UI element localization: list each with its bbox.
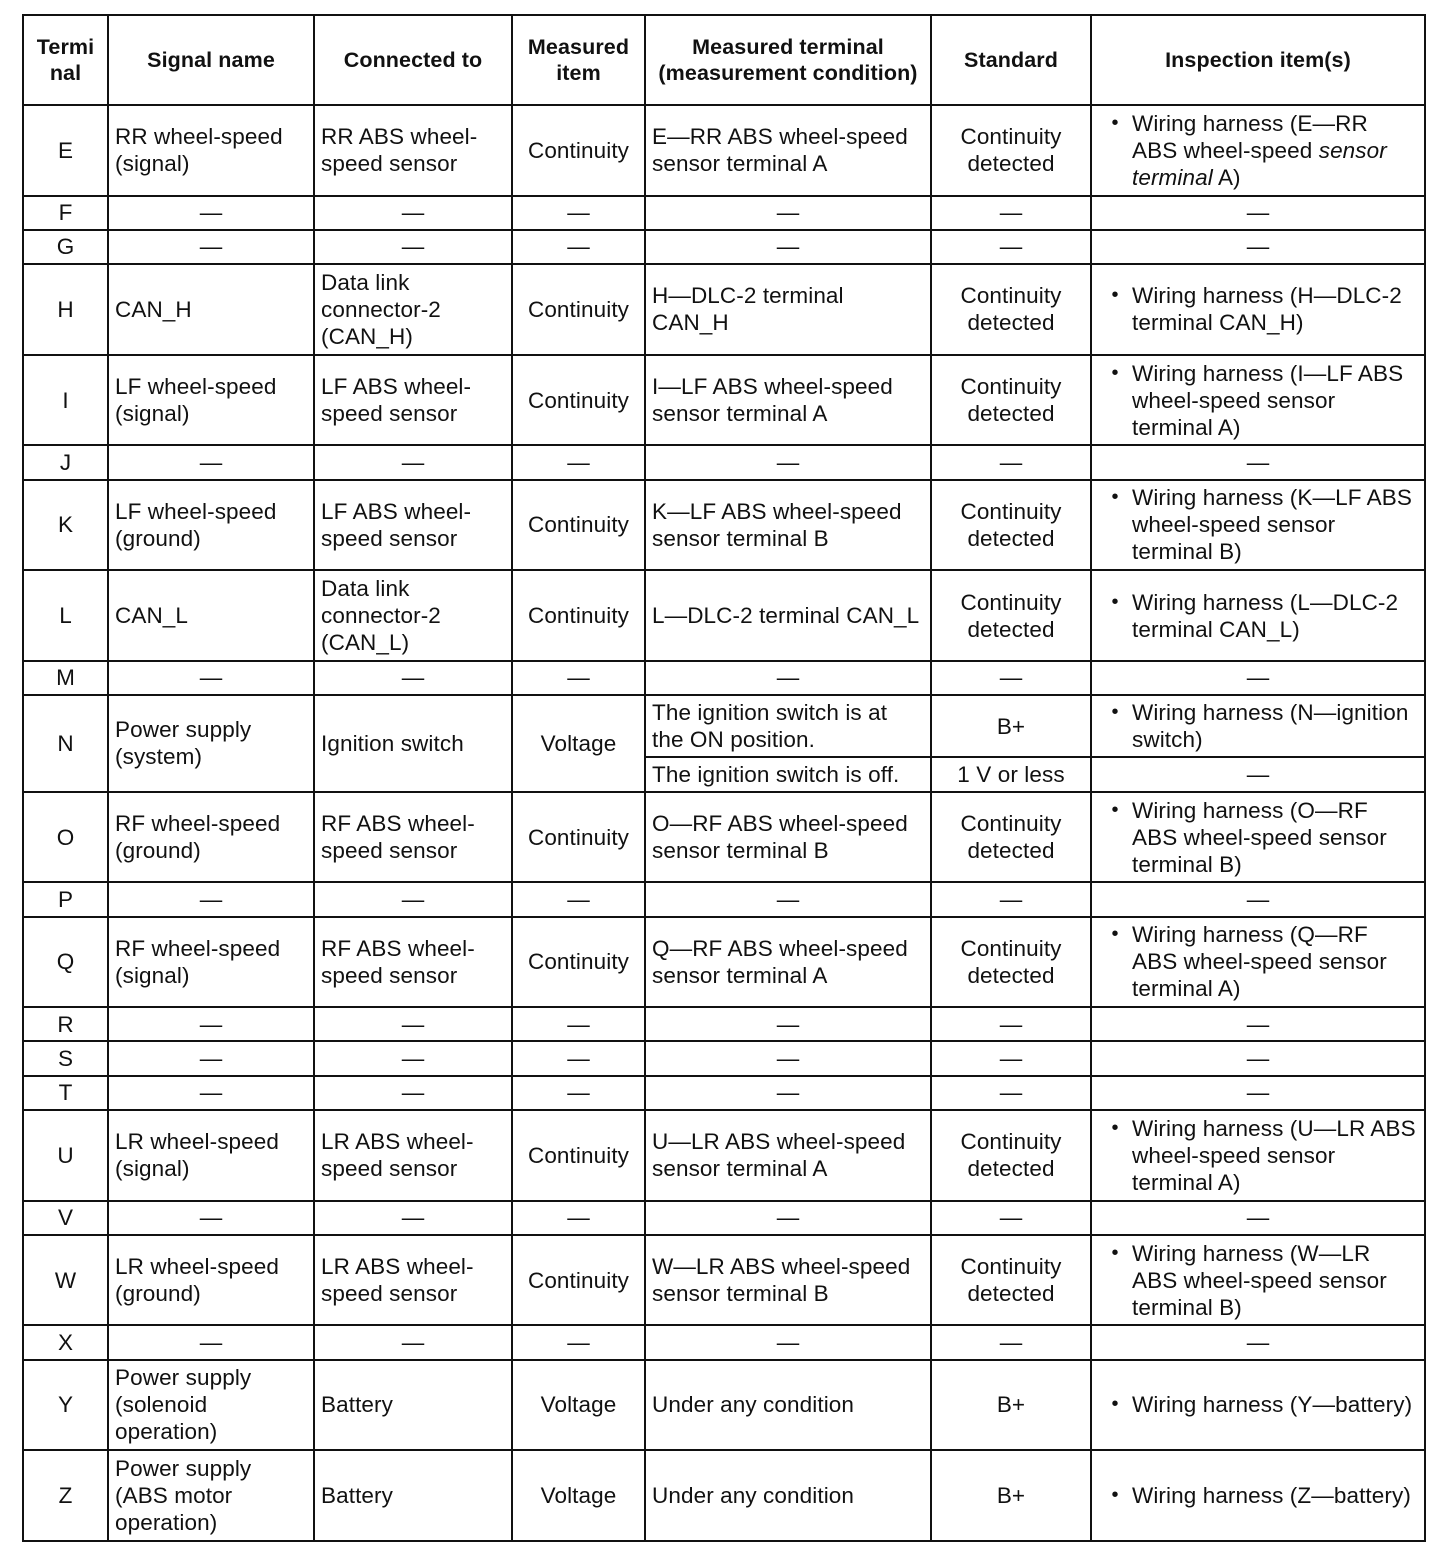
col-header-measured-terminal: Measured terminal (measurement condition)	[645, 15, 931, 105]
header-row	[23, 15, 1425, 105]
signal-name-cell: LF wheel-speed (ground)	[108, 480, 314, 571]
signal-name-cell: RF wheel-speed (ground)	[108, 792, 314, 883]
inspection-text: Wiring harness (K—LF ABS wheel-speed sensor terminal B)	[1132, 485, 1412, 565]
standard-cell: B+	[931, 1450, 1091, 1541]
dash-cell: —	[931, 1007, 1091, 1041]
standard-cell: Continuity detected	[931, 1235, 1091, 1326]
dash-cell: —	[645, 445, 931, 479]
table-row	[23, 882, 1425, 916]
dash-cell: —	[931, 1325, 1091, 1359]
inspection-cell	[1091, 105, 1425, 196]
dash-cell: —	[931, 230, 1091, 264]
bullet: •	[1111, 284, 1119, 307]
measured-item-cell: Voltage	[512, 1450, 645, 1541]
table-row	[23, 661, 1425, 695]
signal-name-cell: LR wheel-speed (ground)	[108, 1235, 314, 1326]
measured-terminal-cell: I—LF ABS wheel-speed sensor terminal A	[645, 355, 931, 446]
dash-cell: —	[1091, 1201, 1425, 1235]
measured-terminal-cell: E—RR ABS wheel-speed sensor terminal A	[645, 105, 931, 196]
dash-cell: —	[645, 1041, 931, 1075]
inspection-cell	[1091, 570, 1425, 661]
measured-item-cell: Continuity	[512, 570, 645, 661]
dash-cell: —	[931, 882, 1091, 916]
dash-cell: —	[512, 882, 645, 916]
terminal-cell: I	[23, 355, 108, 446]
table-row	[23, 570, 1425, 661]
dash-cell: —	[314, 196, 512, 230]
dash-cell: —	[645, 230, 931, 264]
measured-terminal-cell: The ignition switch is off.	[645, 757, 931, 791]
dash-cell: —	[645, 1325, 931, 1359]
table-row	[23, 445, 1425, 479]
table-row	[23, 1325, 1425, 1359]
table-row	[23, 1201, 1425, 1235]
terminal-cell: M	[23, 661, 108, 695]
terminal-cell: N	[23, 695, 108, 792]
terminal-inspection-table	[22, 14, 1426, 1542]
table-row	[23, 230, 1425, 264]
inspection-text: Wiring harness (N—ignition switch)	[1132, 700, 1409, 753]
bullet: •	[1111, 701, 1119, 724]
dash-cell: —	[1091, 757, 1425, 791]
inspection-text: Wiring harness (U—LR ABS wheel-speed sensor terminal A)	[1132, 1115, 1416, 1195]
terminal-cell: E	[23, 105, 108, 196]
terminal-cell: W	[23, 1235, 108, 1326]
dash-cell: —	[314, 1041, 512, 1075]
table-row	[23, 792, 1425, 883]
inspection-cell	[1091, 1360, 1425, 1451]
measured-terminal-cell: L—DLC-2 terminal CAN_L	[645, 570, 931, 661]
inspection-cell	[1091, 1450, 1425, 1541]
bullet: •	[1111, 1241, 1119, 1264]
standard-cell: Continuity detected	[931, 355, 1091, 446]
dash-cell: —	[108, 661, 314, 695]
connected-to-cell: Battery	[314, 1360, 512, 1451]
table-row	[23, 1235, 1425, 1326]
connected-to-cell: Battery	[314, 1450, 512, 1541]
dash-cell: —	[1091, 1076, 1425, 1110]
terminal-cell: Y	[23, 1360, 108, 1451]
inspection-cell	[1091, 264, 1425, 355]
standard-cell: Continuity detected	[931, 792, 1091, 883]
bullet: •	[1111, 1484, 1119, 1507]
inspection-cell	[1091, 480, 1425, 571]
standard-cell: Continuity detected	[931, 105, 1091, 196]
dash-cell: —	[108, 1325, 314, 1359]
standard-cell: Continuity detected	[931, 264, 1091, 355]
table-row	[23, 196, 1425, 230]
col-header-connected-to: Connected to	[314, 15, 512, 105]
bullet: •	[1111, 923, 1119, 946]
connected-to-cell: RF ABS wheel-speed sensor	[314, 917, 512, 1008]
standard-cell: B+	[931, 695, 1091, 757]
connected-to-cell: RR ABS wheel-speed sensor	[314, 105, 512, 196]
col-header-inspection-items: Inspection item(s)	[1091, 15, 1425, 105]
measured-terminal-cell: O—RF ABS wheel-speed sensor terminal B	[645, 792, 931, 883]
bullet: •	[1111, 111, 1119, 134]
dash-cell: —	[108, 230, 314, 264]
inspection-text: Wiring harness (Y—battery)	[1132, 1392, 1413, 1418]
connected-to-cell: LR ABS wheel-speed sensor	[314, 1110, 512, 1201]
dash-cell: —	[931, 661, 1091, 695]
table-row	[23, 1076, 1425, 1110]
dash-cell: —	[931, 1041, 1091, 1075]
measured-item-cell: Continuity	[512, 1110, 645, 1201]
dash-cell: —	[931, 445, 1091, 479]
inspection-text: Wiring harness (I—LF ABS wheel-speed sensor terminal A)	[1132, 360, 1404, 440]
measured-item-cell: Continuity	[512, 792, 645, 883]
dash-cell: —	[645, 1201, 931, 1235]
standard-cell: 1 V or less	[931, 757, 1091, 791]
measured-item-cell: Continuity	[512, 1235, 645, 1326]
inspection-text: Wiring harness (L—DLC-2 terminal CAN_L)	[1132, 589, 1399, 642]
dash-cell: —	[512, 1325, 645, 1359]
dash-cell: —	[314, 1325, 512, 1359]
connected-to-cell: RF ABS wheel-speed sensor	[314, 792, 512, 883]
table-row	[23, 1450, 1425, 1541]
measured-item-cell: Continuity	[512, 480, 645, 571]
dash-cell: —	[108, 196, 314, 230]
signal-name-cell: LF wheel-speed (signal)	[108, 355, 314, 446]
measured-terminal-cell: K—LF ABS wheel-speed sensor terminal B	[645, 480, 931, 571]
terminal-cell: K	[23, 480, 108, 571]
standard-cell: Continuity detected	[931, 570, 1091, 661]
dash-cell: —	[512, 230, 645, 264]
standard-cell: Continuity detected	[931, 1110, 1091, 1201]
measured-terminal-cell: The ignition switch is at the ON position.	[645, 695, 931, 757]
bullet: •	[1111, 1393, 1119, 1416]
inspection-cell	[1091, 1235, 1425, 1326]
terminal-cell: J	[23, 445, 108, 479]
inspection-text: Wiring harness (Z—battery)	[1132, 1483, 1411, 1509]
connected-to-cell: Ignition switch	[314, 695, 512, 792]
measured-terminal-cell: H—DLC-2 terminal CAN_H	[645, 264, 931, 355]
dash-cell: —	[1091, 1041, 1425, 1075]
measured-item-cell: Voltage	[512, 1360, 645, 1451]
terminal-cell: V	[23, 1201, 108, 1235]
signal-name-cell: Power supply (solenoid operation)	[108, 1360, 314, 1451]
terminal-cell: L	[23, 570, 108, 661]
table-row	[23, 264, 1425, 355]
bullet: •	[1111, 590, 1119, 613]
dash-cell: —	[108, 1076, 314, 1110]
dash-cell: —	[645, 196, 931, 230]
dash-cell: —	[314, 1076, 512, 1110]
col-header-measured-item: Measured item	[512, 15, 645, 105]
terminal-cell: F	[23, 196, 108, 230]
dash-cell: —	[931, 1076, 1091, 1110]
standard-cell: Continuity detected	[931, 480, 1091, 571]
standard-cell: B+	[931, 1360, 1091, 1451]
table-row	[23, 1007, 1425, 1041]
terminal-cell: P	[23, 882, 108, 916]
connected-to-cell: LR ABS wheel-speed sensor	[314, 1235, 512, 1326]
inspection-cell	[1091, 792, 1425, 883]
signal-name-cell: Power supply (system)	[108, 695, 314, 792]
connected-to-cell: Data link connector-2 (CAN_H)	[314, 264, 512, 355]
dash-cell: —	[1091, 882, 1425, 916]
dash-cell: —	[314, 1201, 512, 1235]
dash-cell: —	[512, 445, 645, 479]
dash-cell: —	[1091, 230, 1425, 264]
table-row	[23, 917, 1425, 1008]
bullet: •	[1111, 1116, 1119, 1139]
signal-name-cell: LR wheel-speed (signal)	[108, 1110, 314, 1201]
bullet: •	[1111, 361, 1119, 384]
measured-terminal-cell: Under any condition	[645, 1450, 931, 1541]
dash-cell: —	[931, 196, 1091, 230]
inspection-cell	[1091, 355, 1425, 446]
inspection-text-end: A)	[1217, 164, 1241, 190]
dash-cell: —	[1091, 1325, 1425, 1359]
inspection-text: Wiring harness (E—RR ABS wheel-speed	[1132, 110, 1368, 163]
terminal-cell: G	[23, 230, 108, 264]
dash-cell: —	[314, 230, 512, 264]
inspection-cell	[1091, 695, 1425, 757]
measured-item-cell: Voltage	[512, 695, 645, 792]
table-row	[23, 105, 1425, 196]
dash-cell: —	[645, 661, 931, 695]
table-row	[23, 1110, 1425, 1201]
table-row	[23, 1041, 1425, 1075]
measured-terminal-cell: W—LR ABS wheel-speed sensor terminal B	[645, 1235, 931, 1326]
dash-cell: —	[512, 1076, 645, 1110]
measured-item-cell: Continuity	[512, 264, 645, 355]
dash-cell: —	[512, 1041, 645, 1075]
dash-cell: —	[314, 661, 512, 695]
terminal-cell: S	[23, 1041, 108, 1075]
table-row	[23, 355, 1425, 446]
dash-cell: —	[108, 1007, 314, 1041]
terminal-cell: U	[23, 1110, 108, 1201]
dash-cell: —	[314, 445, 512, 479]
terminal-cell: T	[23, 1076, 108, 1110]
dash-cell: —	[314, 882, 512, 916]
dash-cell: —	[645, 1076, 931, 1110]
dash-cell: —	[512, 661, 645, 695]
table-row	[23, 1360, 1425, 1451]
dash-cell: —	[1091, 661, 1425, 695]
measured-terminal-cell: Under any condition	[645, 1360, 931, 1451]
col-header-terminal: Termi nal	[23, 15, 108, 105]
bullet: •	[1111, 486, 1119, 509]
terminal-cell: X	[23, 1325, 108, 1359]
inspection-text-italic: sensor terminal	[1132, 137, 1387, 190]
dash-cell: —	[512, 196, 645, 230]
measured-item-cell: Continuity	[512, 917, 645, 1008]
standard-cell: Continuity detected	[931, 917, 1091, 1008]
measured-terminal-cell: Q—RF ABS wheel-speed sensor terminal A	[645, 917, 931, 1008]
measured-terminal-cell: U—LR ABS wheel-speed sensor terminal A	[645, 1110, 931, 1201]
dash-cell: —	[512, 1007, 645, 1041]
inspection-text: Wiring harness (O—RF ABS wheel-speed sensor terminal B)	[1132, 797, 1387, 877]
terminal-cell: R	[23, 1007, 108, 1041]
terminal-cell: H	[23, 264, 108, 355]
dash-cell: —	[108, 1041, 314, 1075]
col-header-standard: Standard	[931, 15, 1091, 105]
dash-cell: —	[108, 882, 314, 916]
dash-cell: —	[645, 1007, 931, 1041]
bullet: •	[1111, 798, 1119, 821]
col-header-signal-name: Signal name	[108, 15, 314, 105]
inspection-cell	[1091, 917, 1425, 1008]
signal-name-cell: RF wheel-speed (signal)	[108, 917, 314, 1008]
inspection-text: Wiring harness (H—DLC-2 terminal CAN_H)	[1132, 283, 1402, 336]
dash-cell: —	[645, 882, 931, 916]
inspection-text: Wiring harness (Q—RF ABS wheel-speed sensor terminal A)	[1132, 922, 1387, 1002]
terminal-cell: O	[23, 792, 108, 883]
signal-name-cell: CAN_H	[108, 264, 314, 355]
signal-name-cell: CAN_L	[108, 570, 314, 661]
connected-to-cell: LF ABS wheel-speed sensor	[314, 355, 512, 446]
dash-cell: —	[108, 445, 314, 479]
terminal-cell: Q	[23, 917, 108, 1008]
connected-to-cell: LF ABS wheel-speed sensor	[314, 480, 512, 571]
signal-name-cell: Power supply (ABS motor operation)	[108, 1450, 314, 1541]
dash-cell: —	[1091, 1007, 1425, 1041]
inspection-text: Wiring harness (W—LR ABS wheel-speed sensor terminal B)	[1132, 1240, 1387, 1320]
measured-item-cell: Continuity	[512, 355, 645, 446]
dash-cell: —	[1091, 196, 1425, 230]
terminal-cell: Z	[23, 1450, 108, 1541]
signal-name-cell: RR wheel-speed (signal)	[108, 105, 314, 196]
dash-cell: —	[512, 1201, 645, 1235]
dash-cell: —	[108, 1201, 314, 1235]
dash-cell: —	[931, 1201, 1091, 1235]
dash-cell: —	[314, 1007, 512, 1041]
connected-to-cell: Data link connector-2 (CAN_L)	[314, 570, 512, 661]
measured-item-cell: Continuity	[512, 105, 645, 196]
dash-cell: —	[1091, 445, 1425, 479]
table-row	[23, 695, 1425, 757]
table-row	[23, 480, 1425, 571]
inspection-cell	[1091, 1110, 1425, 1201]
